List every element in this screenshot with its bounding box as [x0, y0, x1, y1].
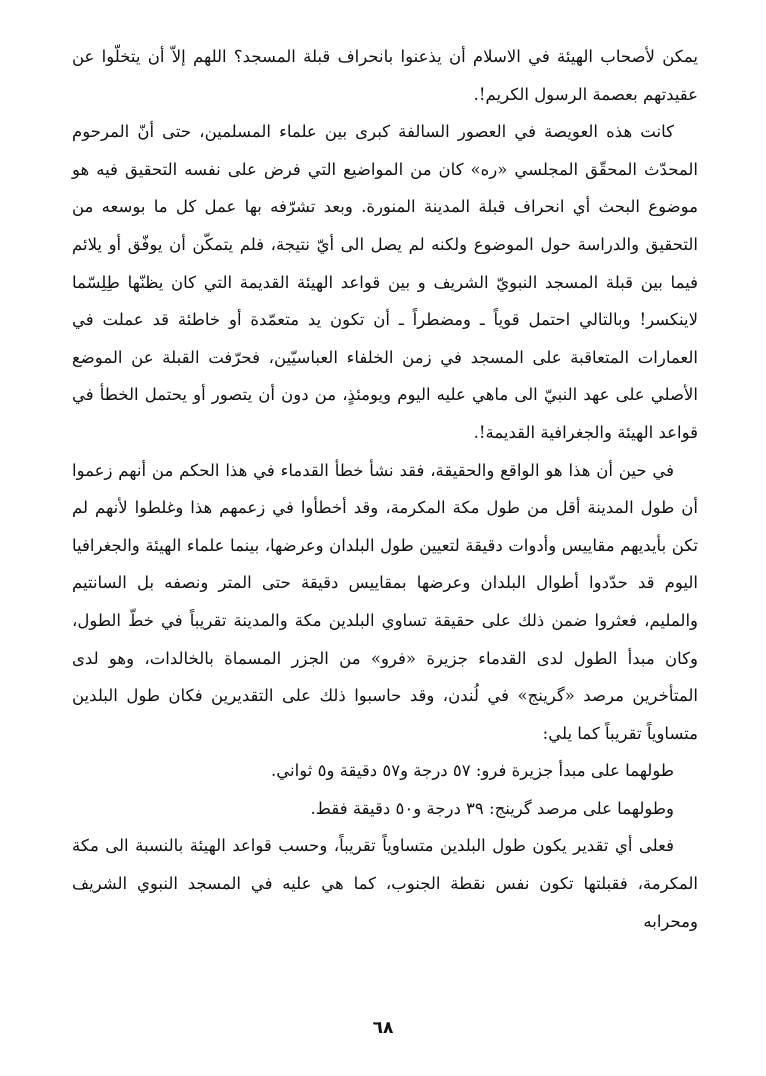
body-text [72, 38, 698, 940]
paragraph-conclusion: فعلى أي تقدير يكون طول البلدين متساوياً تقريباً، وحسب قواعد الهيئة بالنسبة الى مكة المكرمة، فقبلتها تكون نفس نقطة الجنوب، كما هي عليه في المسجد النبوي الشريف ومحرابه [72, 836, 698, 931]
page-number: ٦٨ [372, 1018, 394, 1038]
measurement-ferro: طولهما على مبدأ جزيرة فرو: ٥٧ درجة و٥٧ دقيقة و٥ ثواني. [271, 761, 674, 781]
paragraph-majlisi: كانت هذه العويصة في العصور السالفة كبرى بين علماء المسلمين، حتى أنّ المرحوم المحدّث المحقّق المجلسي «ره» كان من المواضيع التي فرض على نفسه التحقيق فيه هو موضوع البحث أي انحراف قبلة المدينة المنورة. وبعد تشرّفه بها عمل كل ما بوسعه من التحقيق والدراسة حول الموضوع ولكنه لم يصل الى أيّ نتيجة، فلم يتمكّن أن يوفّق أو يلائم فيما بين قبلة المسجد النبويّ الشريف و بين قواعد الهيئة القديمة التي كان يظنّها طِلِسّما لاينكسر! وبالتالي احتمل قوياً ـ ومضطراً ـ أن تكون يد متعمّدة أو خاطئة قد عملت في العمارات المتعاقبة على المسجد في زمن الخلفاء العباسيّين، فحرّفت القبلة عن الموضع الأصلي على عهد النبيّ الى ماهي عليه اليوم ويومئذٍ، من دون أن يتصور أو يحتمل الخطأ في قواعد الهيئة والجغرافية القديمة!. [72, 122, 698, 442]
paragraph-intro: يمكن لأصحاب الهيئة في الاسلام أن يذعنوا بانحراف قبلة المسجد؟ اللهم إلاّ أن يتخلّوا عن عقيدتهم بعصمة الرسول الكريم!. [72, 47, 698, 104]
measurement-greenwich: وطولهما على مرصد گرينج: ٣٩ درجة و٥٠ دقيقة فقط. [310, 798, 674, 818]
paragraph-longitude: في حين أن هذا هو الواقع والحقيقة، فقد نشأ خطأ القدماء في هذا الحكم من أنهم زعموا أن طول المدينة أقل من طول مكة المكرمة، وقد أخطأوا في زعمهم هذا وغلطوا لأنهم لم تكن بأيديهم مقاييس وأدوات دقيقة لتعيين طول البلدان وعرضها، بينما علماء الهيئة والجغرافيا اليوم قد حدّدوا أطوال البلدان وعرضها بمقاييس دقيقة حتى المتر ونصفه بل السانتيم والمليم، فعثروا ضمن ذلك على حقيقة تساوي البلدين مكة والمدينة تقريباً في خطّ الطول، وكان مبدأ الطول لدى القدماء جزيرة «فرو» من الجزر المسماة بالخالدات، وهو لدى المتأخرين مرصد «گرينج» في لُندن، وقد حاسبوا ذلك على التقديرين فكان طول البلدين متساوياً تقريباً كما يلي: [72, 460, 698, 743]
